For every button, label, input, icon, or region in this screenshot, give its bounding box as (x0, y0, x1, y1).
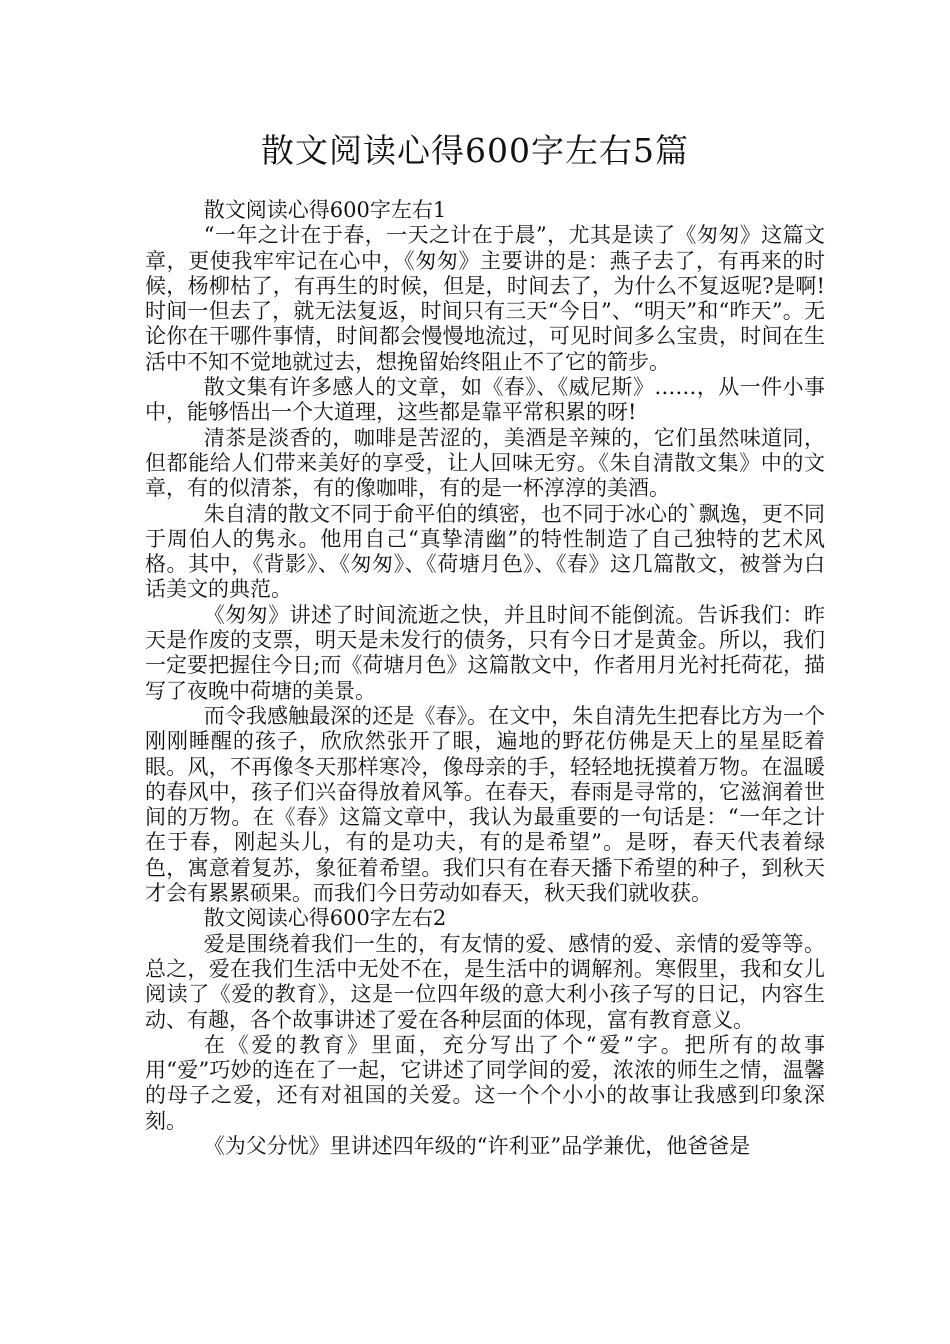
paragraph: 清茶是淡香的，咖啡是苦涩的，美酒是辛辣的，它们虽然味道同，但都能给人们带来美好的享受，让人回味无穷。《朱自清散文集》中的文章，有的似清茶，有的像咖啡，有的是一杯淳淳的美酒。 (145, 425, 825, 501)
paragraph: 在《爱的教育》里面，充分写出了个“爱”字。把所有的故事用“爱”巧妙的连在了一起，它讲述了同学间的爱，浓浓的师生之情，温馨的母子之爱，还有对祖国的关爱。这一个个小小的故事让我感到印象深刻。 (145, 1032, 825, 1133)
section-heading-1: 散文阅读心得600字左右1 (203, 198, 447, 222)
paragraph: 而令我感触最深的还是《春》。在文中，朱自清先生把春比方为一个刚刚睡醒的孩子，欣欣然张开了眼，遍地的野花仿佛是天上的星星眨着眼。风，不再像冬天那样寒冷，像母亲的手，轻轻地抚摸着万物。在温暖的春风中，孩子们兴奋得放着风筝。在春天，春雨是寻常的，它滋润着世间的万物。在《春》这篇文章中，我认为最重要的一句话是：“一年之计在于春，刚起头儿，有的是功夫，有的是希望”。是呀，春天代表着绿色，寓意着复苏，象征着希望。我们只有在春天播下希望的种子，到秋天才会有累累硕果。而我们今日劳动如春天，秋天我们就收获。 (145, 703, 825, 906)
paragraph: “一年之计在于春，一天之计在于晨”，尤其是读了《匆匆》这篇文章，更使我牢牢记在心中，《匆匆》主要讲的是：燕子去了，有再来的时候，杨柳枯了，有再生的时候，但是，时间去了，为什么不复返呢?是啊!时间一但去了，就无法复返，时间只有三天“今日”、“明天”和“昨天”。无论你在干哪件事情，时间都会慢慢地流过，可见时间多么宝贵，时间在生活中不知不觉地就过去，想挽留始终阻止不了它的箭步。 (145, 223, 825, 374)
section-heading-2: 散文阅读心得600字左右2 (203, 906, 447, 931)
document-title: 散文阅读心得600字左右5篇 (261, 131, 689, 170)
document-body (145, 198, 825, 1159)
paragraph: 散文集有许多感人的文章，如《春》、《威尼斯》……，从一件小事中，能够悟出一个大道理，这些都是靠平常积累的呀! (145, 375, 825, 425)
paragraph: 爱是围绕着我们一生的，有友情的爱、感情的爱、亲情的爱等等。总之，爱在我们生活中无处不在，是生活中的调解剂。寒假里，我和女儿阅读了《爱的教育》，这是一位四年级的意大利小孩子写的日记，内容生动、有趣，各个故事讲述了爱在各种层面的体现，富有教育意义。 (145, 931, 825, 1032)
paragraph: 《匆匆》讲述了时间流逝之快，并且时间不能倒流。告诉我们：昨天是作废的支票，明天是未发行的债务，只有今日才是黄金。所以，我们一定要把握住今日;而《荷塘月色》这篇散文中，作者用月光衬托荷花，描写了夜晚中荷塘的美景。 (145, 602, 825, 703)
paragraph: 朱自清的散文不同于俞平伯的缜密，也不同于冰心的`飘逸，更不同于周伯人的隽永。他用自己“真挚清幽”的特性制造了自己独特的艺术风格。其中，《背影》、《匆匆》、《荷塘月色》、《春》这几篇散文，被誉为白话美文的典范。 (145, 501, 825, 602)
paragraph: 《为父分忧》里讲述四年级的“许利亚”品学兼优，他爸爸是 (203, 1133, 751, 1158)
